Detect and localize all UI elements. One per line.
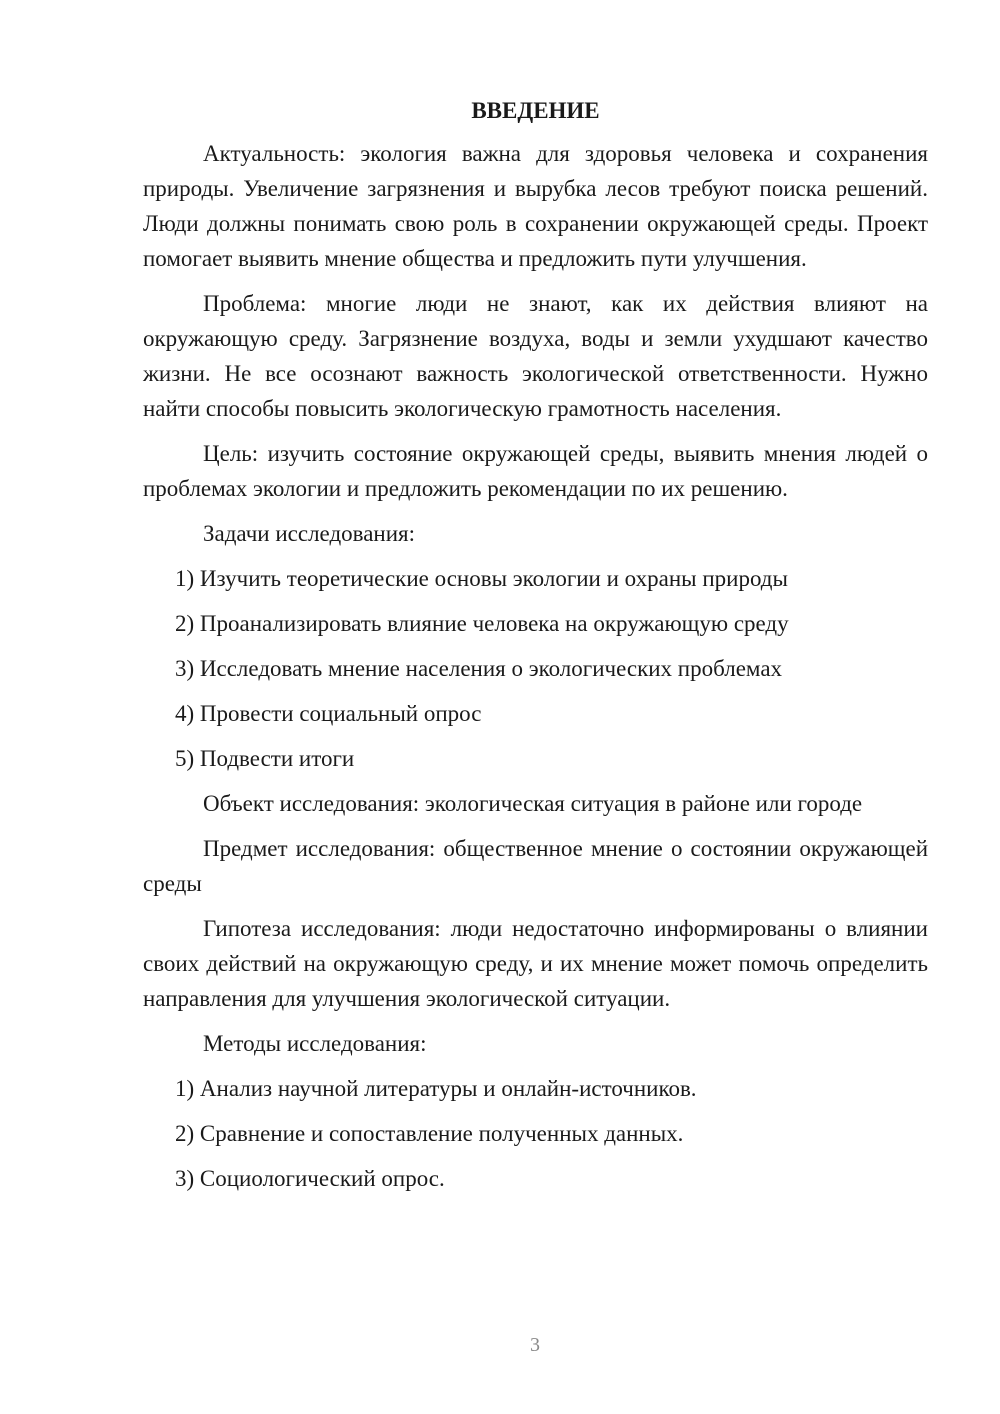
page-number: 3 [530,1334,540,1356]
hypothesis-paragraph: Гипотеза исследования: люди недостаточно информированы о влиянии своих действий на окружающую среду, и их мнение может помочь определить направления для улучшения экологической ситуации. [143,916,928,1011]
task-item: 3) Исследовать мнение населения о экологических проблемах [175,656,783,681]
document-page [143,96,928,1206]
page-title: ВВЕДЕНИЕ [471,98,600,123]
goal-paragraph: Цель: изучить состояние окружающей среды, выявить мнения людей о проблемах экологии и предложить рекомендации по их решению. [143,441,928,501]
method-item: 2) Сравнение и сопоставление полученных данных. [175,1121,684,1146]
problem-paragraph: Проблема: многие люди не знают, как их действия влияют на окружающую среду. Загрязнение воздуха, воды и земли ухудшают качество жизни. Не все осознают важность экологической ответственности. Нужно найти способы повысить экологическую грамотность населения. [143,291,928,421]
methods-heading: Методы исследования: [203,1031,427,1056]
object-paragraph: Объект исследования: экологическая ситуация в районе или городе [203,791,863,816]
task-item: 4) Провести социальный опрос [175,701,482,726]
task-item: 2) Проанализировать влияние человека на окружающую среду [175,611,789,636]
subject-paragraph: Предмет исследования: общественное мнение о состоянии окружающей среды [143,836,928,896]
method-item: 3) Социологический опрос. [175,1166,445,1191]
task-item: 1) Изучить теоретические основы экологии и охраны природы [175,566,788,591]
tasks-heading: Задачи исследования: [203,521,416,546]
relevance-paragraph: Актуальность: экология важна для здоровья человека и сохранения природы. Увеличение загрязнения и вырубка лесов требуют поиска решений. Люди должны понимать свою роль в сохранении окружающей среды. Проект помогает выявить мнение общества и предложить пути улучшения. [143,141,928,271]
method-item: 1) Анализ научной литературы и онлайн-источников. [175,1076,697,1101]
task-item: 5) Подвести итоги [175,746,355,771]
